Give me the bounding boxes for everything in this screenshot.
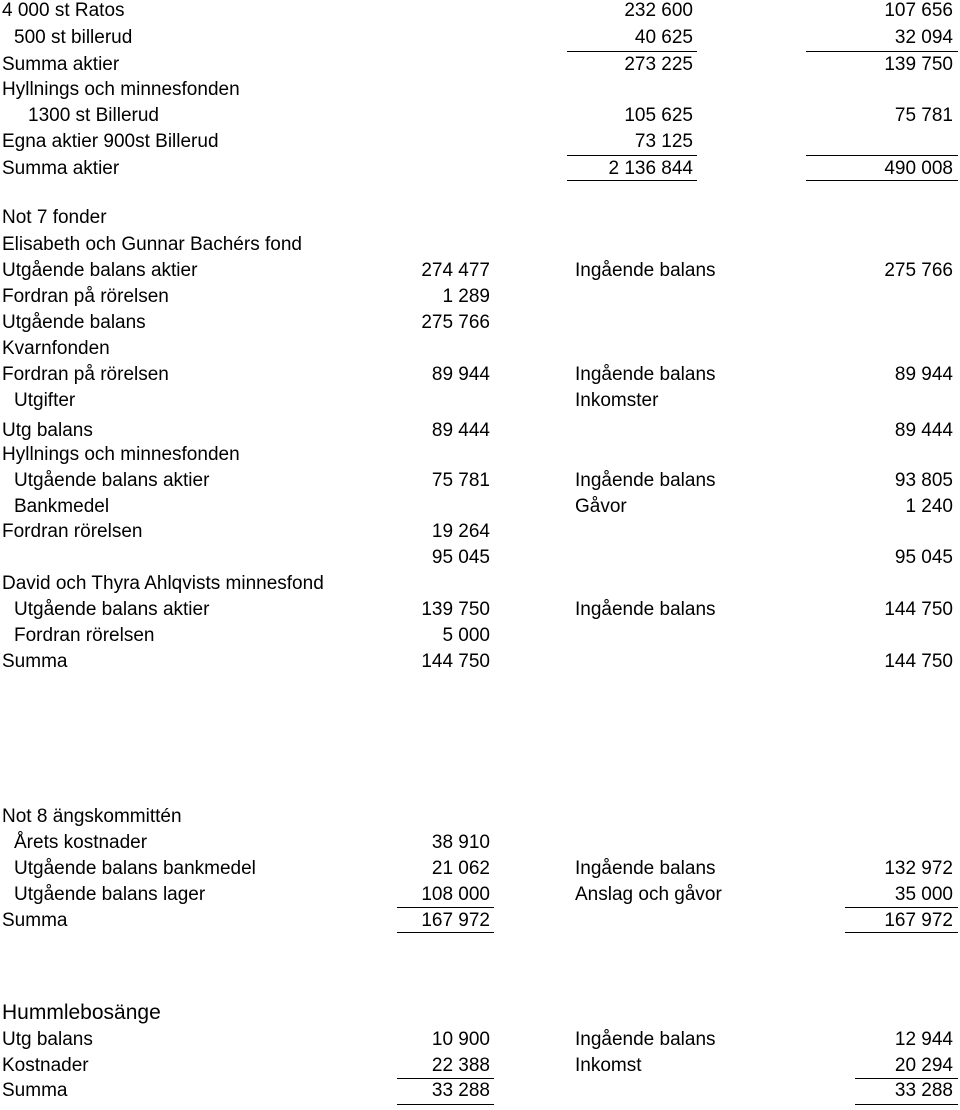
billerud-value-2: 32 094 — [894, 27, 953, 48]
note-8-title: Not 8 ängskommittén — [2, 806, 182, 827]
billerud-label: 500 st billerud — [14, 27, 133, 48]
underline — [397, 1078, 494, 1079]
underline — [845, 932, 958, 933]
row-value: 5 000 — [442, 625, 490, 646]
underline — [567, 155, 697, 156]
row-label: Utgående balans bankmedel — [14, 858, 256, 879]
row-label: Utgående balans aktier — [14, 470, 210, 491]
underline — [806, 155, 958, 156]
row-right-label: Ingående balans — [575, 858, 716, 879]
row-value: 139 750 — [421, 599, 490, 620]
row-value: 274 477 — [421, 260, 490, 281]
ratos-value-2: 107 656 — [884, 0, 953, 21]
row-right-value: 20 294 — [894, 1055, 953, 1076]
row-right-label: Inkomst — [575, 1055, 642, 1076]
hummlebosange-title: Hummlebosänge — [2, 1001, 161, 1024]
row-right-label: Inkomster — [575, 390, 659, 411]
row-label: Utg balans — [2, 420, 93, 441]
row-label: Utgående balans lager — [14, 884, 206, 905]
row-value: 10 900 — [431, 1029, 490, 1050]
billerud-1300-value-1: 105 625 — [624, 105, 693, 126]
underline — [806, 180, 958, 181]
row-right-value: 144 750 — [884, 599, 953, 620]
row-value: 108 000 — [421, 884, 490, 905]
row-right-label: Ingående balans — [575, 599, 716, 620]
underline — [567, 51, 697, 52]
row-right-label: Gåvor — [575, 496, 627, 517]
summa-aktier-value-2: 139 750 — [884, 54, 953, 75]
row-right-label: Ingående balans — [575, 364, 716, 385]
underline — [397, 1104, 494, 1105]
row-label: Fordran på rörelsen — [2, 364, 169, 385]
egna-aktier-label: Egna aktier 900st Billerud — [2, 131, 219, 152]
summa-aktier-2-label: Summa aktier — [2, 158, 120, 179]
summa-aktier-label: Summa aktier — [2, 54, 120, 75]
row-right-label: Ingående balans — [575, 470, 716, 491]
row-label: Summa — [2, 1080, 68, 1101]
ratos-value-1: 232 600 — [624, 0, 693, 21]
underline — [567, 180, 697, 181]
underline — [845, 907, 958, 908]
underline — [397, 932, 494, 933]
billerud-1300-label: 1300 st Billerud — [28, 105, 159, 126]
egna-aktier-value: 73 125 — [634, 131, 693, 152]
ratos-label: 4 000 st Ratos — [2, 0, 125, 21]
row-value: 21 062 — [431, 858, 490, 879]
row-right-value: 93 805 — [894, 470, 953, 491]
row-value: 89 944 — [431, 364, 490, 385]
row-right-label: Ingående balans — [575, 1029, 716, 1050]
row-value: 22 388 — [431, 1055, 490, 1076]
summa-aktier-2-value-1: 2 136 844 — [608, 158, 693, 179]
row-label: Utgående balans aktier — [14, 599, 210, 620]
row-label: Utgående balans — [2, 312, 146, 333]
row-right-value: 89 444 — [894, 420, 953, 441]
section-heading: Hyllnings och minnesfonden — [2, 79, 240, 100]
row-value: 19 264 — [431, 521, 490, 542]
billerud-1300-value-2: 75 781 — [894, 105, 953, 126]
underline — [806, 51, 958, 52]
row-label: Utgående balans aktier — [2, 260, 198, 281]
row-right-value: 144 750 — [884, 651, 953, 672]
section-heading: Hyllnings och minnesfonden — [2, 444, 240, 465]
summa-aktier-value-1: 273 225 — [624, 54, 693, 75]
total-value: 95 045 — [431, 547, 490, 568]
row-value: 1 289 — [442, 286, 490, 307]
row-right-value: 275 766 — [884, 260, 953, 281]
row-label: Årets kostnader — [14, 832, 148, 853]
row-right-value: 1 240 — [905, 496, 953, 517]
row-label: Summa — [2, 651, 68, 672]
row-label: Fordran rörelsen — [14, 625, 155, 646]
row-value: 167 972 — [421, 910, 490, 931]
row-label: Kostnader — [2, 1055, 89, 1076]
row-label: Utg balans — [2, 1029, 93, 1050]
underline — [855, 1078, 958, 1079]
row-right-value: 12 944 — [894, 1029, 953, 1050]
row-label: Summa — [2, 910, 68, 931]
row-value: 89 444 — [431, 420, 490, 441]
row-value: 75 781 — [431, 470, 490, 491]
row-label: Bankmedel — [14, 496, 110, 517]
row-right-value: 132 972 — [884, 858, 953, 879]
row-right-value: 35 000 — [894, 884, 953, 905]
row-label: Utgifter — [14, 390, 76, 411]
note-7-title: Not 7 fonder — [2, 207, 107, 228]
billerud-value-1: 40 625 — [634, 27, 693, 48]
section-heading: Elisabeth och Gunnar Bachérs fond — [2, 234, 302, 255]
row-right-label: Anslag och gåvor — [575, 884, 722, 905]
row-right-value: 167 972 — [884, 910, 953, 931]
section-heading: Kvarnfonden — [2, 338, 110, 359]
row-value: 144 750 — [421, 651, 490, 672]
row-right-value: 89 944 — [894, 364, 953, 385]
row-value: 38 910 — [431, 832, 490, 853]
row-label: Fordran rörelsen — [2, 521, 143, 542]
row-label: Fordran på rörelsen — [2, 286, 169, 307]
summa-aktier-2-value-2: 490 008 — [884, 158, 953, 179]
section-heading: David och Thyra Ahlqvists minnesfond — [2, 573, 324, 594]
underline — [855, 1104, 958, 1105]
total-right-value: 95 045 — [894, 547, 953, 568]
row-value: 33 288 — [431, 1080, 490, 1101]
underline — [397, 907, 494, 908]
row-right-label: Ingående balans — [575, 260, 716, 281]
row-value: 275 766 — [421, 312, 490, 333]
row-right-value: 33 288 — [894, 1080, 953, 1101]
